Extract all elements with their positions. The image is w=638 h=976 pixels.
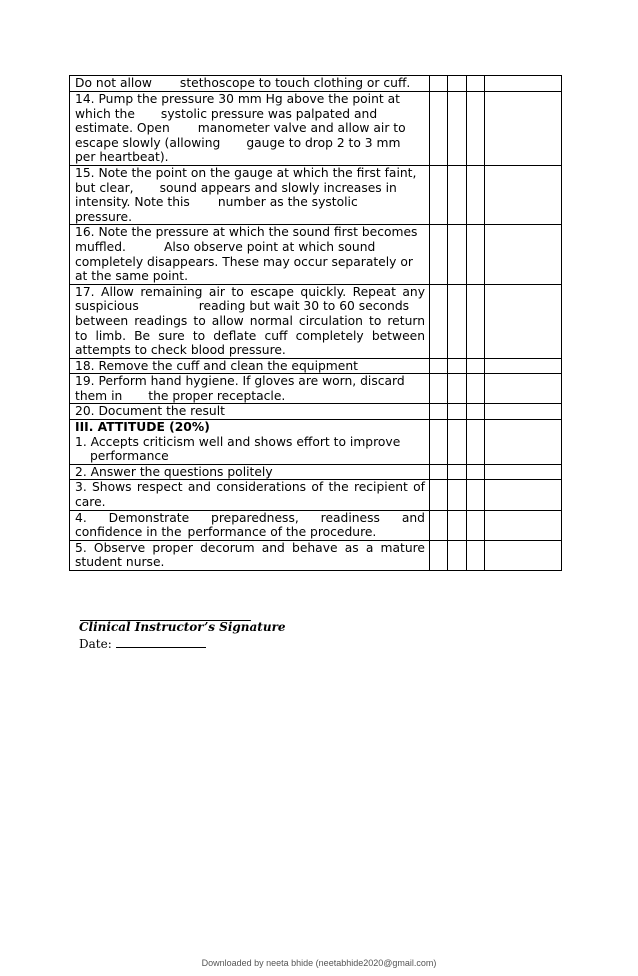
score-cell bbox=[467, 92, 485, 166]
score-cell bbox=[430, 92, 448, 166]
score-cell bbox=[448, 92, 467, 166]
step-text: Do not allow bbox=[75, 76, 152, 90]
step-text: gauge to drop 2 to 3 mm bbox=[246, 135, 401, 150]
step-text: 17. Allow remaining air to escape quickly. Repeat any bbox=[75, 284, 425, 299]
table-row bbox=[70, 464, 562, 480]
score-cell bbox=[467, 480, 485, 510]
step-text: Also observe point at which sound bbox=[163, 239, 376, 254]
score-cell bbox=[430, 284, 448, 358]
step-text: at the same point. bbox=[75, 269, 189, 284]
remarks-cell bbox=[485, 358, 562, 374]
step-text: 16. Note the pressure at which the sound first becomes bbox=[75, 225, 418, 240]
table-row bbox=[70, 540, 562, 570]
procedure-step bbox=[70, 374, 430, 404]
procedure-step bbox=[70, 225, 430, 284]
step-text: 3. Shows respect and considerations of the recipient of bbox=[75, 480, 425, 495]
table-row bbox=[70, 92, 562, 166]
step-text: confidence in the bbox=[75, 525, 182, 540]
score-cell bbox=[430, 165, 448, 224]
score-cell bbox=[448, 510, 467, 540]
table-row bbox=[70, 225, 562, 284]
remarks-cell bbox=[485, 374, 562, 404]
procedure-step bbox=[70, 404, 430, 420]
step-text: 5. Observe proper decorum and behave as a mature bbox=[75, 540, 425, 555]
step-text: completely disappears. These may occur separately or bbox=[75, 254, 413, 269]
step-text: but clear, bbox=[75, 180, 134, 195]
score-cell bbox=[467, 358, 485, 374]
step-text: 19. Perform hand hygiene. If gloves are worn, discard bbox=[75, 374, 405, 389]
step-text: pressure. bbox=[75, 209, 133, 224]
score-cell bbox=[430, 225, 448, 284]
score-cell bbox=[467, 420, 485, 465]
step-text: suspicious bbox=[75, 299, 139, 314]
score-cell bbox=[430, 540, 448, 570]
step-text: manometer valve and allow air to bbox=[197, 121, 406, 136]
procedure-step bbox=[70, 358, 430, 374]
table-row bbox=[70, 480, 562, 510]
score-cell bbox=[467, 464, 485, 480]
score-cell bbox=[448, 540, 467, 570]
step-text: 15. Note the point on the gauge at which the first faint, bbox=[75, 165, 417, 180]
step-text: performance of the procedure. bbox=[187, 525, 377, 540]
step-text: student nurse. bbox=[75, 555, 165, 570]
date-label: Date: bbox=[79, 637, 112, 651]
table-row bbox=[70, 76, 562, 92]
score-cell bbox=[448, 284, 467, 358]
procedure-step bbox=[70, 510, 430, 540]
table-row bbox=[70, 165, 562, 224]
step-text: performance bbox=[90, 449, 169, 464]
score-cell bbox=[448, 165, 467, 224]
score-cell bbox=[430, 358, 448, 374]
score-cell bbox=[467, 510, 485, 540]
date-field bbox=[79, 636, 206, 651]
step-text: 4. bbox=[75, 510, 87, 525]
remarks-cell bbox=[485, 165, 562, 224]
score-cell bbox=[448, 76, 467, 92]
step-text: the proper receptacle. bbox=[148, 388, 286, 403]
score-cell bbox=[448, 404, 467, 420]
remarks-cell bbox=[485, 420, 562, 465]
procedure-step bbox=[70, 480, 430, 510]
table-row bbox=[70, 404, 562, 420]
step-text: which the bbox=[75, 106, 135, 121]
procedure-step bbox=[70, 92, 430, 166]
score-cell bbox=[430, 404, 448, 420]
step-text: 1. Accepts criticism well and shows effort to improve bbox=[75, 434, 401, 449]
step-text: 20. Document the result bbox=[75, 404, 225, 419]
procedure-step bbox=[70, 540, 430, 570]
score-cell bbox=[448, 358, 467, 374]
step-text: systolic pressure was palpated and bbox=[160, 106, 378, 121]
step-text: and bbox=[401, 510, 425, 525]
remarks-cell bbox=[485, 404, 562, 420]
step-text: estimate. Open bbox=[75, 121, 170, 136]
table-row bbox=[70, 374, 562, 404]
score-cell bbox=[430, 480, 448, 510]
procedure-step bbox=[70, 165, 430, 224]
remarks-cell bbox=[485, 480, 562, 510]
score-cell bbox=[430, 420, 448, 465]
table-row bbox=[70, 358, 562, 374]
procedure-step bbox=[70, 420, 430, 465]
step-text: 2. Answer the questions politely bbox=[75, 464, 273, 479]
remarks-cell bbox=[485, 540, 562, 570]
remarks-cell bbox=[485, 76, 562, 92]
section-heading: III. ATTITUDE (20%) bbox=[75, 420, 210, 435]
score-cell bbox=[430, 464, 448, 480]
step-text: number as the systolic bbox=[217, 195, 358, 210]
procedure-step bbox=[70, 464, 430, 480]
procedure-step bbox=[70, 284, 430, 358]
step-text: muffled. bbox=[75, 239, 126, 254]
table-row bbox=[70, 510, 562, 540]
score-cell bbox=[430, 76, 448, 92]
procedure-checklist-table bbox=[69, 75, 562, 571]
step-text: to limb. Be sure to deflate cuff completely between bbox=[75, 328, 425, 343]
step-text: readiness bbox=[320, 510, 380, 525]
score-cell bbox=[448, 374, 467, 404]
step-text: sound appears and slowly increases in bbox=[159, 180, 397, 195]
score-cell bbox=[430, 374, 448, 404]
download-footer: Downloaded by neeta bhide (neetabhide2020@gmail.com) bbox=[201, 958, 437, 968]
remarks-cell bbox=[485, 92, 562, 166]
procedure-step bbox=[70, 76, 430, 92]
step-text: preparedness, bbox=[211, 510, 299, 525]
remarks-cell bbox=[485, 510, 562, 540]
step-text: intensity. Note this bbox=[75, 195, 190, 210]
table-row bbox=[70, 284, 562, 358]
score-cell bbox=[448, 480, 467, 510]
step-text: reading but wait 30 to 60 seconds bbox=[198, 299, 410, 314]
step-text: them in bbox=[75, 388, 123, 403]
step-text: per heartbeat). bbox=[75, 150, 169, 165]
score-cell bbox=[467, 540, 485, 570]
step-text: stethoscope to touch clothing or cuff. bbox=[179, 76, 411, 90]
step-text: care. bbox=[75, 495, 106, 510]
score-cell bbox=[448, 420, 467, 465]
score-cell bbox=[448, 225, 467, 284]
score-cell bbox=[467, 165, 485, 224]
step-text: attempts to check blood pressure. bbox=[75, 343, 286, 358]
score-cell bbox=[467, 225, 485, 284]
score-cell bbox=[467, 284, 485, 358]
score-cell bbox=[430, 510, 448, 540]
signature-label: Clinical Instructor’s Signature bbox=[79, 620, 286, 634]
step-text: 18. Remove the cuff and clean the equipment bbox=[75, 358, 358, 373]
score-cell bbox=[448, 464, 467, 480]
date-blank-line bbox=[116, 636, 206, 648]
step-text: 14. Pump the pressure 30 mm Hg above the point at bbox=[75, 92, 400, 106]
step-text: Demonstrate bbox=[108, 510, 190, 525]
remarks-cell bbox=[485, 284, 562, 358]
step-text: between readings to allow normal circulation to return bbox=[75, 313, 425, 328]
score-cell bbox=[467, 76, 485, 92]
table-row bbox=[70, 420, 562, 465]
remarks-cell bbox=[485, 464, 562, 480]
remarks-cell bbox=[485, 225, 562, 284]
step-text: escape slowly (allowing bbox=[75, 135, 221, 150]
score-cell bbox=[467, 374, 485, 404]
score-cell bbox=[467, 404, 485, 420]
